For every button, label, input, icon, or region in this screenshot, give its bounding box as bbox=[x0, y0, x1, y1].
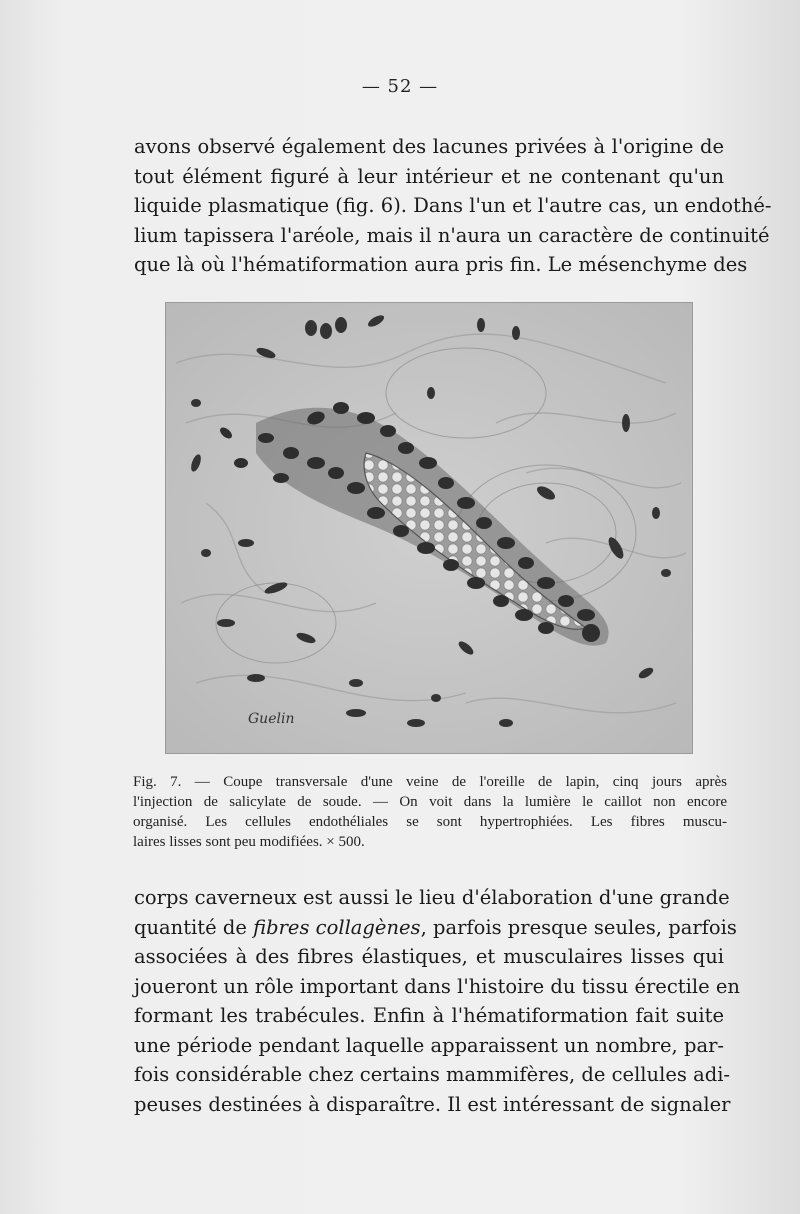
text-line: liquide plasmatique (fig. 6). Dans l'un et l'autre cas, un endothé- bbox=[134, 194, 772, 217]
artist-signature: Guelin bbox=[248, 711, 295, 727]
histology-figure bbox=[165, 302, 693, 754]
text-line: tout élément figuré à leur intérieur et ne contenant qu'un bbox=[134, 164, 724, 188]
figure-caption bbox=[133, 772, 727, 852]
text-line: corps caverneux est aussi le lieu d'élaboration d'une grande bbox=[134, 886, 730, 909]
text-line: joueront un rôle important dans l'histoire du tissu érectile en bbox=[134, 974, 740, 998]
caption-line: Fig. 7. — Coupe transversale d'une veine de l'oreille de lapin, cinq jours après bbox=[133, 774, 727, 790]
text-line: avons observé également des lacunes privées à l'origine de bbox=[134, 135, 724, 158]
text-line: associées à des fibres élastiques, et musculaires lisses qui bbox=[134, 945, 724, 968]
text-line: lium tapissera l'aréole, mais il n'aura un caractère de continuité bbox=[134, 223, 770, 247]
text-line: fois considérable chez certains mammifères, de cellules adi- bbox=[134, 1063, 731, 1086]
paragraph-top bbox=[134, 132, 772, 280]
page-number: — 52 — bbox=[361, 76, 439, 97]
text-run: quantité de bbox=[134, 915, 254, 939]
text-line: une période pendant laquelle apparaissent un nombre, par- bbox=[134, 1033, 724, 1057]
caption-line: l'injection de salicylate de soude. — On voit dans la lumière le caillot non encore bbox=[133, 794, 727, 810]
vein-cross-section-illustration bbox=[166, 303, 692, 753]
caption-line: laires lisses sont peu modifiées. × 500. bbox=[133, 834, 365, 850]
text-line: que là où l'hématiformation aura pris fin. Le mésenchyme des bbox=[134, 253, 748, 276]
text-run: , parfois presque seules, parfois bbox=[420, 915, 737, 939]
paragraph-bottom bbox=[134, 883, 740, 1119]
caption-line: organisé. Les cellules endothéliales se sont hypertrophiées. Les fibres muscu- bbox=[133, 814, 727, 830]
italic-term: fibres collagènes bbox=[253, 915, 421, 939]
text-line: formant les trabécules. Enfin à l'hématiformation fait suite bbox=[134, 1004, 724, 1027]
text-line: peuses destinées à disparaître. Il est intéressant de signaler bbox=[134, 1092, 731, 1116]
text-line bbox=[134, 913, 737, 943]
